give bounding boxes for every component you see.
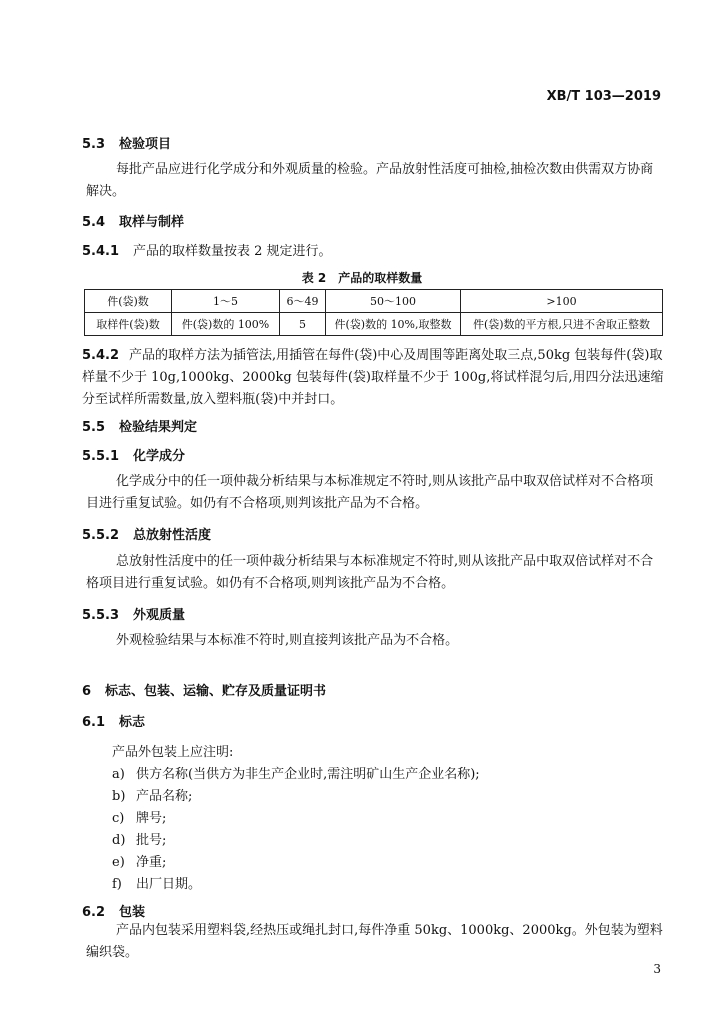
marking-intro: 产品外包装上应注明: xyxy=(112,745,234,760)
list-item xyxy=(112,851,166,870)
sampling-table xyxy=(84,289,663,336)
section-number: 5.5.3 xyxy=(82,608,120,623)
table-caption: 表 2 产品的取样数量 xyxy=(301,271,423,285)
list-item-text: 净重; xyxy=(136,855,167,870)
table-header-row xyxy=(85,290,663,313)
section-6-2-paragraph xyxy=(86,920,666,964)
section-5-5-3-paragraph xyxy=(86,630,666,652)
section-title: 标志 xyxy=(119,715,146,730)
list-item xyxy=(112,763,480,782)
clause-text: 产品的取样方法为插管法,用插管在每件(袋)中心及周围等距离处取三点,50kg 包装每件(袋)取样量不少于 10g,1000kg、2000kg 包装每件(袋)取样量不少于 100g,将试样混匀后,用四分法迅速缩分至试样所需数量,放入塑料瓶(袋)中并封口。 xyxy=(82,348,664,407)
list-item xyxy=(112,873,201,892)
table-cell: 件(袋)数的平方根,只进不舍取正整数 xyxy=(461,313,663,336)
list-marker: b) xyxy=(112,789,126,804)
section-number: 6.2 xyxy=(82,905,106,920)
section-5-5-heading xyxy=(82,416,197,435)
section-5-4-2 xyxy=(82,345,666,411)
table-cell: 取样件(袋)数 xyxy=(85,313,172,336)
section-title: 包装 xyxy=(119,905,146,920)
list-item-text: 批号; xyxy=(136,833,167,848)
list-item-text: 出厂日期。 xyxy=(136,877,202,892)
list-item xyxy=(112,785,192,804)
section-number: 5.4.2 xyxy=(82,348,120,363)
section-number: 5.5.1 xyxy=(82,449,120,464)
list-item xyxy=(112,829,166,848)
section-number: 5.4 xyxy=(82,215,106,230)
section-number: 5.5 xyxy=(82,420,106,435)
section-number: 5.3 xyxy=(82,137,106,152)
clause-text: 产品的取样数量按表 2 规定进行。 xyxy=(133,244,332,259)
section-title: 取样与制样 xyxy=(119,215,185,230)
table-cell: 件(袋)数 xyxy=(85,290,172,313)
table-cell: 5 xyxy=(280,313,326,336)
section-number: 6.1 xyxy=(82,715,106,730)
section-number: 5.5.2 xyxy=(82,528,120,543)
section-title: 标志、包装、运输、贮存及质量证明书 xyxy=(105,684,327,699)
section-5-5-2-heading xyxy=(82,524,211,543)
section-title: 检验项目 xyxy=(119,137,172,152)
section-title: 化学成分 xyxy=(133,449,186,464)
section-5-5-1-paragraph xyxy=(86,471,666,515)
section-5-5-3-heading xyxy=(82,604,185,623)
paragraph-text: 化学成分中的任一项仲裁分析结果与本标准规定不符时,则从该批产品中取双倍试样对不合格项目进行重复试验。如仍有不合格项,则判该批产品为不合格。 xyxy=(86,474,654,511)
section-5-5-1-heading xyxy=(82,445,185,464)
list-marker: a) xyxy=(112,767,125,782)
list-marker: f) xyxy=(112,877,122,892)
section-title: 总放射性活度 xyxy=(133,528,212,543)
section-5-3-paragraph xyxy=(86,159,666,203)
section-5-5-2-paragraph xyxy=(86,551,666,595)
section-title: 外观质量 xyxy=(133,608,186,623)
section-number: 5.4.1 xyxy=(82,244,120,259)
paragraph-text: 产品内包装采用塑料袋,经热压或绳扎封口,每件净重 50kg、1000kg、2000kg。外包装为塑料编织袋。 xyxy=(86,923,663,960)
table-cell: 件(袋)数的 100% xyxy=(172,313,280,336)
list-item-text: 产品名称; xyxy=(136,789,193,804)
table-row xyxy=(85,313,663,336)
list-marker: d) xyxy=(112,833,126,848)
table-cell: 50～100 xyxy=(326,290,461,313)
section-number: 6 xyxy=(82,684,92,699)
list-item xyxy=(112,807,166,826)
list-marker: e) xyxy=(112,855,125,870)
standard-number: XB/T 103—2019 xyxy=(546,89,661,104)
table-cell: 6～49 xyxy=(280,290,326,313)
paragraph-text: 外观检验结果与本标准不符时,则直接判该批产品为不合格。 xyxy=(116,633,459,648)
page-number: 3 xyxy=(653,962,661,976)
table-cell: >100 xyxy=(461,290,663,313)
section-5-4-heading xyxy=(82,211,184,230)
list-marker: c) xyxy=(112,811,125,826)
table-cell: 件(袋)数的 10%,取整数 xyxy=(326,313,461,336)
section-5-4-1 xyxy=(82,240,332,259)
section-5-3-heading xyxy=(82,133,171,152)
section-6-2-heading xyxy=(82,901,145,920)
list-item-text: 牌号; xyxy=(136,811,167,826)
paragraph-text: 总放射性活度中的任一项仲裁分析结果与本标准规定不符时,则从该批产品中取双倍试样对不合格项目进行重复试验。如仍有不合格项,则判该批产品为不合格。 xyxy=(86,554,654,591)
table-cell: 1～5 xyxy=(172,290,280,313)
paragraph-text: 每批产品应进行化学成分和外观质量的检验。产品放射性活度可抽检,抽检次数由供需双方协商解决。 xyxy=(86,162,654,199)
list-item-text: 供方名称(当供方为非生产企业时,需注明矿山生产企业名称); xyxy=(136,767,480,782)
section-title: 检验结果判定 xyxy=(119,420,198,435)
section-6-heading xyxy=(82,680,326,699)
section-6-1-heading xyxy=(82,711,145,730)
